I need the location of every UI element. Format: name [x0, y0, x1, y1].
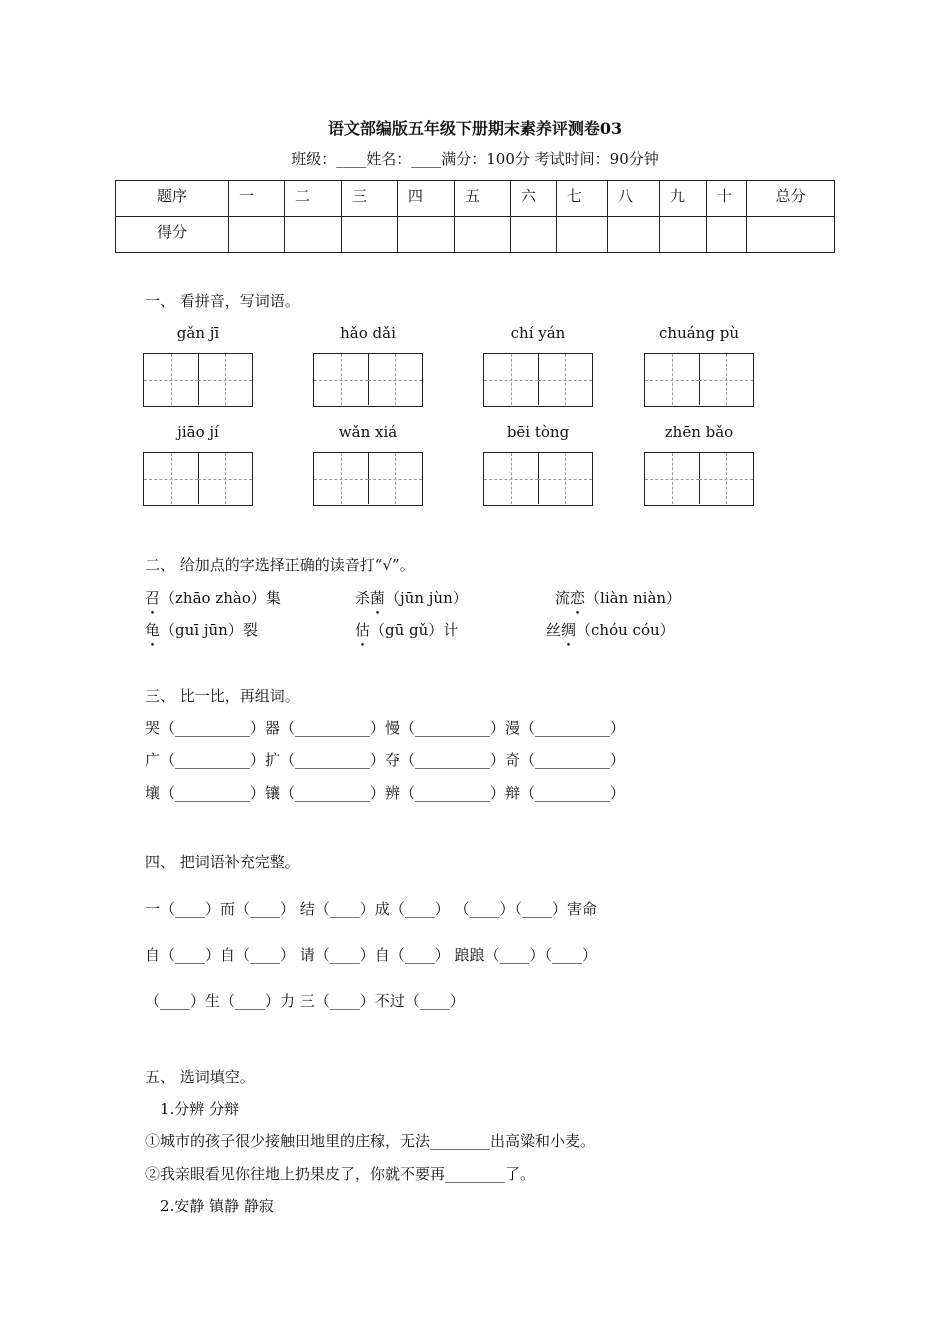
pinyin-label: bēi tòng	[506, 423, 570, 441]
pinyin-label: jiāo jí	[177, 423, 219, 441]
pronunciation-item[interactable]: 丝绸（chóu cóu）	[546, 621, 675, 639]
exam-info: 班级：____姓名：____满分：100分 考试时间：90分钟	[291, 150, 659, 168]
word-compare-line[interactable]: 壤（__________）镶（__________）辨（__________）辩（__________）	[145, 784, 626, 802]
dotted-char: 召	[145, 589, 161, 607]
pinyin-label: gǎn jī	[176, 324, 220, 342]
score-cell[interactable]	[747, 217, 835, 253]
word-choices: 1.分辨 分辩	[160, 1100, 240, 1118]
score-cell[interactable]	[342, 217, 398, 253]
writing-grid[interactable]	[313, 452, 423, 506]
pronunciation-item[interactable]: 杀菌（jūn jùn）	[355, 589, 468, 607]
word-compare-line[interactable]: 广（__________）扩（__________）夺（__________）奇（__________）	[145, 751, 626, 769]
dotted-char: 绸	[561, 621, 577, 639]
dotted-char: 估	[355, 621, 371, 639]
table-cell: 总分	[747, 181, 835, 217]
dotted-char: 恋	[570, 589, 586, 607]
score-cell[interactable]	[557, 217, 608, 253]
idiom-line[interactable]: 一（____）而（____） 结（____）成（____） （____）（____）害命	[145, 900, 598, 918]
word-compare-line[interactable]: 哭（__________）器（__________）慢（__________）漫（__________）	[145, 719, 626, 737]
pinyin-label: chí yán	[510, 324, 566, 342]
table-row	[116, 217, 835, 253]
fill-blank-question[interactable]: ②我亲眼看见你往地上扔果皮了，你就不要再________了。	[145, 1165, 536, 1183]
dotted-char: 龟	[145, 621, 161, 639]
pronunciation-item[interactable]: 龟（guī jūn）裂	[145, 621, 258, 639]
section-4-heading: 四、 把词语补充完整。	[145, 853, 300, 871]
dotted-char: 菌	[370, 589, 386, 607]
table-cell: 三	[342, 181, 398, 217]
section-3-heading: 三、 比一比，再组词。	[145, 687, 300, 705]
score-cell[interactable]	[398, 217, 455, 253]
table-cell: 五	[455, 181, 511, 217]
page-title: 语文部编版五年级下册期末素养评测卷03	[327, 119, 623, 138]
writing-grid[interactable]	[143, 353, 253, 407]
section-5-heading: 五、 选词填空。	[145, 1068, 255, 1086]
pronunciation-item[interactable]: 估（gū gǔ）计	[355, 621, 459, 639]
writing-grid[interactable]	[644, 452, 754, 506]
table-cell: 二	[285, 181, 342, 217]
section-1-heading: 一、 看拼音，写词语。	[145, 292, 300, 310]
fill-blank-question[interactable]: ①城市的孩子很少接触田地里的庄稼，无法________出高粱和小麦。	[145, 1132, 596, 1150]
writing-grid[interactable]	[483, 353, 593, 407]
idiom-line[interactable]: 自（____）自（____） 请（____）自（____） 踉踉（____）（____）	[145, 946, 598, 964]
table-cell: 十	[707, 181, 747, 217]
writing-grid[interactable]	[143, 452, 253, 506]
score-cell[interactable]	[660, 217, 707, 253]
score-table	[115, 180, 835, 253]
pinyin-label: chuáng pù	[659, 324, 739, 342]
table-cell: 七	[557, 181, 608, 217]
table-cell: 六	[511, 181, 557, 217]
pinyin-label: hǎo dǎi	[340, 324, 396, 342]
table-row	[116, 181, 835, 217]
table-cell: 八	[608, 181, 660, 217]
score-cell[interactable]	[608, 217, 660, 253]
writing-grid[interactable]	[483, 452, 593, 506]
pinyin-label: zhēn bǎo	[664, 423, 734, 441]
table-cell: 得分	[116, 217, 229, 253]
writing-grid[interactable]	[644, 353, 754, 407]
idiom-line[interactable]: （____）生（____）力 三（____）不过（____）	[145, 992, 465, 1010]
score-cell[interactable]	[455, 217, 511, 253]
score-cell[interactable]	[285, 217, 342, 253]
pronunciation-item[interactable]: 流恋（liàn niàn）	[555, 589, 682, 607]
table-cell: 四	[398, 181, 455, 217]
writing-grid[interactable]	[313, 353, 423, 407]
score-cell[interactable]	[511, 217, 557, 253]
word-choices: 2.安静 镇静 静寂	[160, 1197, 274, 1215]
table-cell: 一	[229, 181, 285, 217]
table-cell: 题序	[116, 181, 229, 217]
table-cell: 九	[660, 181, 707, 217]
pinyin-label: wǎn xiá	[338, 423, 398, 441]
score-cell[interactable]	[707, 217, 747, 253]
section-2-heading: 二、 给加点的字选择正确的读音打“√”。	[145, 556, 415, 574]
score-cell[interactable]	[229, 217, 285, 253]
pronunciation-item[interactable]: 召（zhāo zhào）集	[145, 589, 281, 607]
